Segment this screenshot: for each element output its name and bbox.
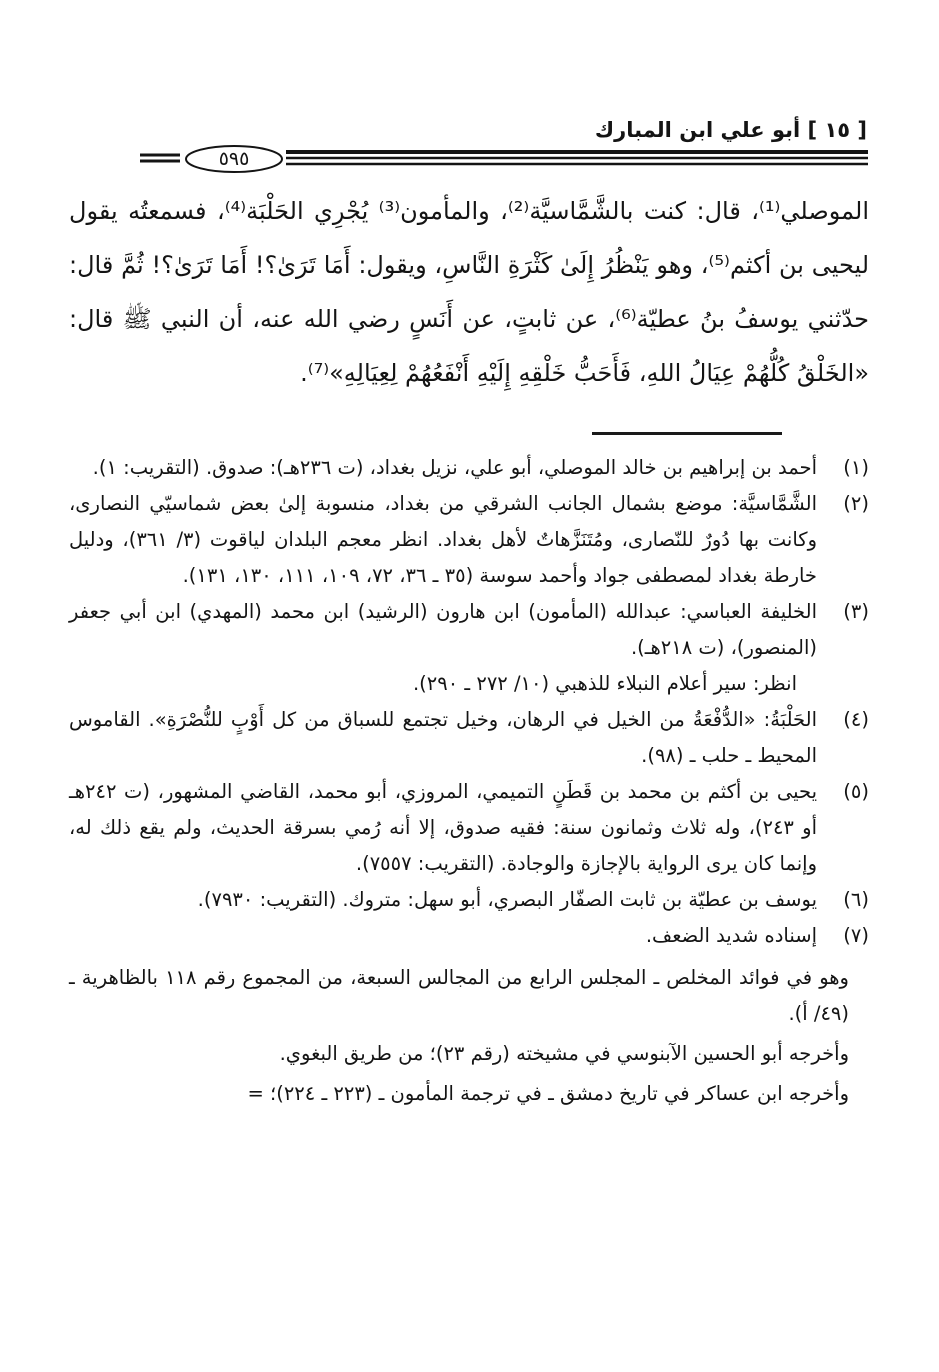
footnote-number: (٧) (843, 924, 869, 947)
page-number: ٥٩٥ (218, 148, 250, 170)
main-paragraph: الموصلي⁽¹⁾، قال: كنت بالشَّمَّاسيَّة⁽²⁾، والمأمون⁽³⁾ يُجْرِي الحَلْبَة⁽⁴⁾، فسمعتُه يقول ليحيى بن أكثم⁽⁵⁾، وهو يَنْظُرُ إِلَىٰ كَثْرَةِ النَّاسِ، ويقول: أَمَا تَرَىٰ؟! أَمَا تَرَىٰ؟! ثُمَّ قال: حدّثني يوسفُ بنُ عطيّة⁽⁶⁾، عن ثابتٍ، عن أَنَسٍ رضي الله عنه، أن النبي ﷺ قال: «الخَلْقُ كُلُّهُمْ عِيَالُ اللهِ، فَأَحَبُّ خَلْقِهِ إِلَيْهِ أَنْفَعُهُمْ لِعِيَالِهِ»⁽⁷⁾. (69, 197, 870, 387)
footnote-2 (69, 486, 869, 594)
footnote-6 (69, 882, 869, 918)
footnote-7-continuation: وأخرجه ابن عساكر في تاريخ دمشق ـ في ترجمة المأمون ـ (٢٢٣ ـ ٢٢٤)؛ = (247, 1082, 849, 1105)
footnotes (69, 450, 869, 1112)
running-head: [ ١٥ ] أبو علي ابن المبارك (594, 118, 867, 142)
footnote-7-continuation: وأخرجه أبو الحسين الآبنوسي في مشيخته (رقم ٢٣)؛ من طريق البغوي. (279, 1042, 849, 1065)
footnote-number: (٢) (843, 492, 869, 515)
footnote-text: الحَلْبَةُ: «الدُّفْعَةُ من الخيل في الرهان، وخيل تجتمع للسباق من كل أَوْبٍ للنُّصْرَةِ». القاموس المحيط ـ حلب ـ (٩٨). (69, 708, 817, 767)
footnote-text: يحيى بن أكثم بن محمد بن قَطَنٍ التميمي، المروزي، أبو محمد، القاضي المشهور، (ت ٢٤٢هـ أو ٢٤٣)، وله ثلاث وثمانون سنة: فقيه صدوق، إلا أنه رُمي بسرقة الحديث، ولم يقع ذلك له، وإنما كان يرى الرواية بالإجازة والوجادة. (التقريب: ٧٥٥٧). (69, 780, 817, 875)
header-rule (140, 142, 868, 176)
footnote-text: إسناده شديد الضعف. (645, 924, 817, 947)
footnote-7-continuation: وهو في فوائد المخلص ـ المجلس الرابع من المجالس السبعة، من المجموع رقم ١١٨ بالظاهرية ـ (٤٩/ أ). (69, 966, 849, 1025)
footnote-number: (٤) (843, 708, 869, 731)
footnote-number: (٥) (843, 780, 869, 803)
footnote-separator (592, 432, 782, 435)
footnote-reference: انظر: سير أعلام النبلاء للذهبي (١٠/ ٢٧٢ ـ ٢٩٠). (412, 672, 797, 695)
footnote-7 (69, 918, 869, 954)
footnote-text: الخليفة العباسي: عبدالله (المأمون) ابن هارون (الرشيد) ابن محمد (المهدي) ابن أبي جعفر (المنصور)، (ت ٢١٨هـ). (69, 600, 817, 659)
footnote-body (69, 594, 817, 702)
footnote-text: الشَّمَّاسيَّة: موضع بشمال الجانب الشرقي من بغداد، منسوبة إلىٰ بعض شماسيّي النصارى، وكانت بها دُورٌ للنّصارى، ومُتَنَزَّهاتٌ لأهل بغداد. انظر معجم البلدان لياقوت (٣/ ٣٦١)، ودليل خارطة بغداد لمصطفى جواد وأحمد سوسة (٣٥ ـ ٣٦، ٧٢، ١٠٩، ١١١، ١٣٠، ١٣١). (69, 492, 817, 587)
footnote-3 (69, 594, 869, 702)
footnote-5 (69, 774, 869, 882)
main-text (69, 184, 869, 400)
footnote-1 (69, 450, 869, 486)
footnote-text: يوسف بن عطيّة بن ثابت الصفّار البصري، أبو سهل: متروك. (التقريب: ٧٩٣٠). (197, 888, 817, 911)
footnote-text: أحمد بن إبراهيم بن خالد الموصلي، أبو علي، نزيل بغداد، (ت ٢٣٦هـ): صدوق. (التقريب: ١). (92, 456, 817, 479)
footnote-number: (٣) (843, 600, 869, 623)
footnote-number: (٦) (843, 888, 869, 911)
footnote-number: (١) (843, 456, 869, 479)
footnote-4 (69, 702, 869, 774)
